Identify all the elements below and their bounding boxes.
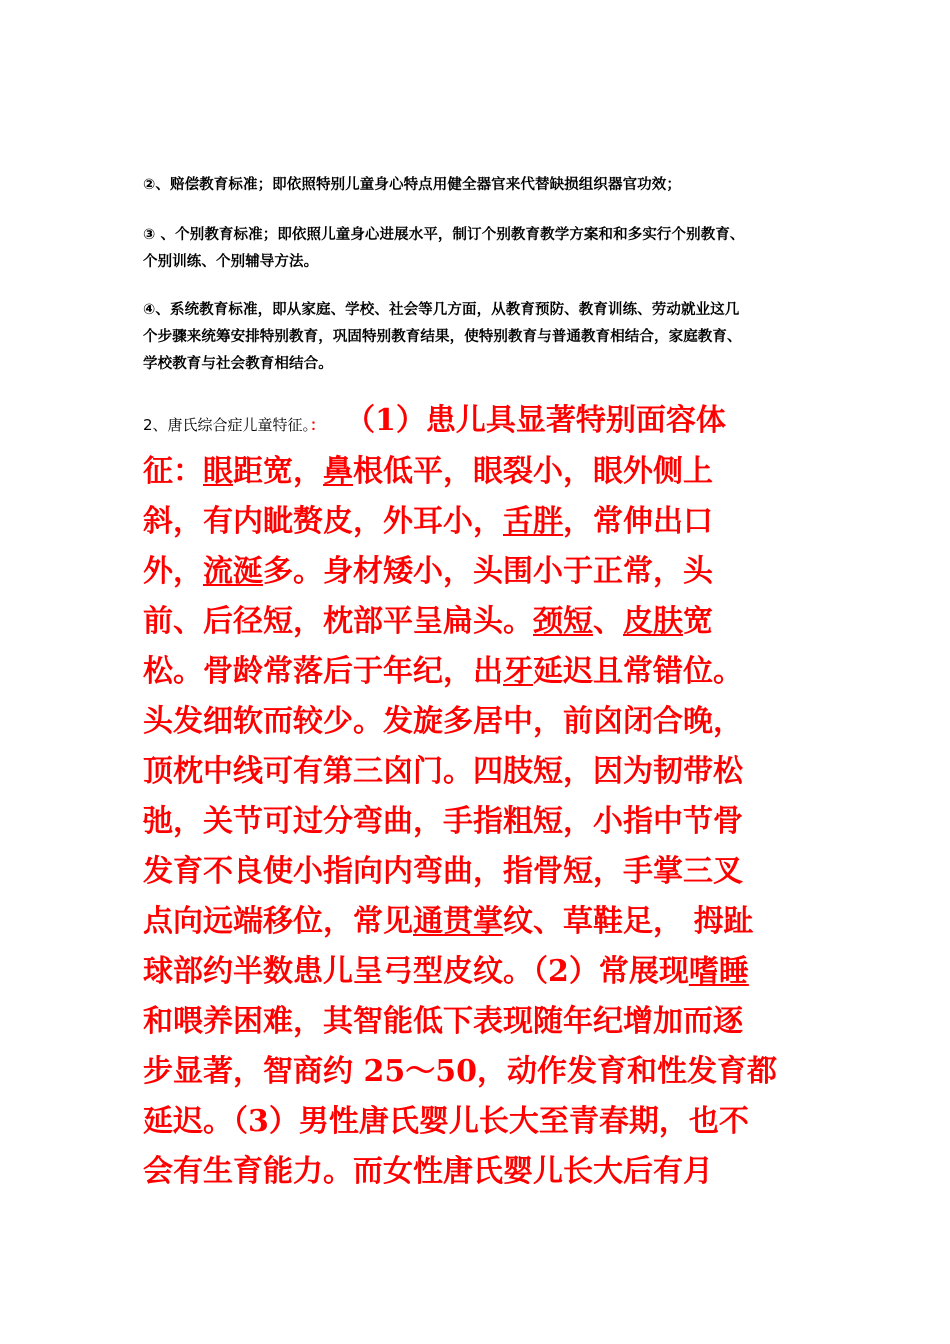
underlined-term: 鼻	[323, 454, 353, 489]
paragraph-principle-2	[143, 172, 803, 199]
text-line: 弛，关节可过分弯曲，手指粗短，小指中节骨	[143, 804, 743, 839]
underlined-term: 眼	[203, 454, 233, 489]
text-line: 个别训练、个别辅导方法。	[143, 254, 319, 270]
text-line: 学校教育与社会教育相结合。	[143, 356, 333, 372]
text-line: 点向远端移位，常见通贯掌纹、草鞋足， 拇趾	[143, 904, 754, 939]
text-line: ④、系统教育标准，即从家庭、学校、社会等几方面，从教育预防、教育训练、劳动就业这几	[143, 302, 740, 318]
text-line: 发育不良使小指向内弯曲，指骨短，手掌三叉	[143, 854, 743, 889]
text-line: 松。骨龄常落后于年纪，出牙延迟且常错位。	[143, 654, 743, 689]
underlined-term: 嗜睡	[688, 954, 749, 989]
text-line: ③ 、个别教育标准；即依照儿童身心进展水平，制订个别教育教学方案和和多实行个别教育、	[143, 227, 745, 243]
underlined-term: 牙	[503, 654, 533, 689]
text-line: 前、后径短，枕部平呈扁头。颈短、皮肤宽	[143, 604, 713, 639]
text-line: 个步骤来统筹安排特别教育，巩固特别教育结果，使特别教育与普通教育相结合，家庭教育、	[143, 329, 742, 345]
text-line: 征：眼距宽，鼻根低平，眼裂小，眼外侧上	[143, 454, 713, 489]
text-line: 球部约半数患儿呈弓型皮纹。（2）常展现嗜睡	[143, 954, 749, 989]
underlined-term: 舌胖	[503, 504, 563, 539]
text-line: 斜，有内眦赘皮，外耳小，舌胖，常伸出口	[143, 504, 713, 539]
paragraph-principle-4	[143, 297, 803, 378]
underlined-term: 通贯掌	[413, 904, 503, 939]
text-line: ②、赔偿教育标准；即依照特别儿童身心特点用健全器官来代替缺损组织器官功效；	[143, 177, 681, 193]
text-line: 头发细软而较少。发旋多居中，前囟闭合晚，	[143, 704, 743, 739]
section-heading-line	[143, 396, 726, 450]
paragraph-principle-3	[143, 222, 803, 276]
underlined-term: 皮肤	[623, 604, 683, 639]
heading-colon: ：	[310, 416, 326, 434]
text-line: 会有生育能力。而女性唐氏婴儿长大后有月	[143, 1154, 713, 1189]
text-line: 步显著，智商约 25～50，动作发育和性发育都	[143, 1054, 777, 1089]
text-line: 延迟。（3）男性唐氏婴儿长大至青春期，也不	[143, 1104, 749, 1139]
text-line: 和喂养困难，其智能低下表现随年纪增加而逐	[143, 1004, 743, 1039]
section-heading: 2、唐氏综合症儿童特征。	[143, 416, 311, 434]
text-line: （1）患儿具显著特别面容体	[345, 403, 726, 438]
text-line: 外，流涎多。身材矮小，头围小于正常，头	[143, 554, 713, 589]
underlined-term: 流涎	[203, 554, 263, 589]
text-line: 顶枕中线可有第三囟门。四肢短，因为韧带松	[143, 754, 743, 789]
underlined-term: 颈短	[533, 604, 593, 639]
